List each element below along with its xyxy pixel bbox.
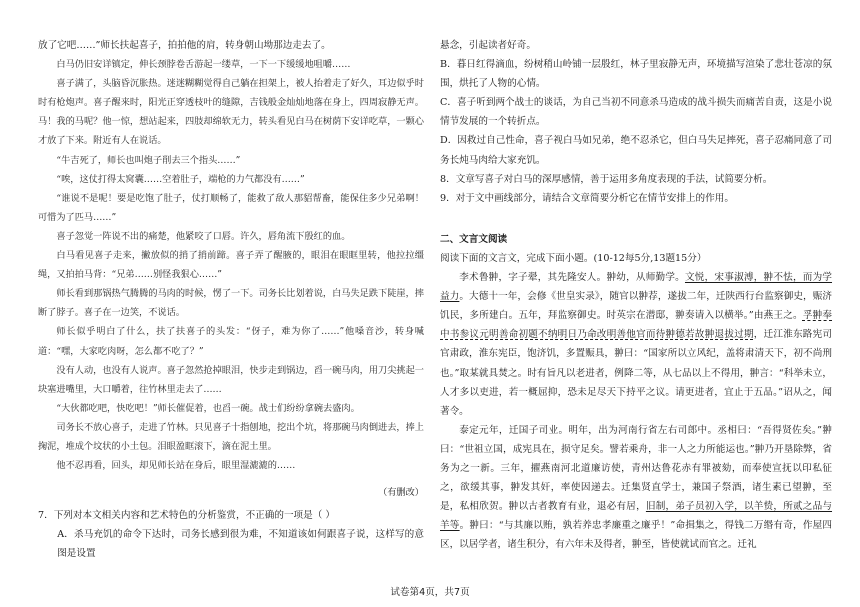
source-note: （有删改） — [378, 487, 424, 499]
section-intro: 阅读下面的文言文，完成下面小题。(10-12每5分,13题15分） — [440, 252, 707, 264]
page-footer: 试卷第4页，共7页 — [390, 587, 470, 598]
question-7-option-b: B．暮日红得滴血，纷树稍山岭铺一层殷红，林子里寂静无声，环境描写渲染了悲壮苍凉的氛围，烘托了人物的心情。 — [440, 59, 832, 90]
text-segment: 泰定元年，迁国子司业。明年，出为河南行省左右司郎中。丞相曰：“吾得贤佐矣。”翀曰：“世祖立国，成宪具在，损守足矣。譬若乘舟，非一人之力所能运也。”翀乃开垦除弊，省务为之一新。三年，擢燕南河北道廉访使，青州达鲁花赤有罪被劾，而奉使宣抚以印私征之，欲缓其事，翀发其奸，率使因递去。迁集贤直学士，兼国子祭酒，诸生素已望翀，至是，私相欣贺。翀以古者教育有业，退必有居， — [440, 424, 832, 513]
story-paragraph: “谁说不是呢！要是吃饱了肚子，仗打顺畅了，能救了敌人那貂帮畜，能保住多少兄弟啊！可惜为了匹马……” — [38, 192, 424, 223]
underlined-segment: 旧制，弟子员初入学，以羊贽，所贰之品与羊等 — [440, 501, 833, 532]
classical-paragraph — [440, 268, 832, 421]
question-7-option-a: A．杀马充饥的命令下达时，司务长感到很为难，不知道该如何跟喜子说，这样写的意图是设置 — [57, 529, 424, 560]
question-7-option-a-continued: 悬念，引起读者好奇。 — [440, 40, 536, 51]
underlined-segment: 文悦，宋事淑溥，翀不怯，而为学益力 — [440, 272, 833, 303]
text-segment: 。翀曰：“与其廉以贿，孰若养忠孝廉重之廉乎！”命揖集之，得钱二万缗有奇，作屋四区，以居学者，诸生积分，有六年未及得者，翀至，皆使就试而官之。迁礼 — [440, 520, 833, 551]
story-paragraph: 没有人动，也没有人说声。喜子忽然抢掉眼泪，快步走到锅边，舀一碗马肉，用刀尖挑起一块塞进嘴里，大口嚼着，往竹林里走去了…… — [38, 364, 424, 395]
classical-paragraph — [440, 421, 832, 555]
question-9: 9．对于文中画线部分，请结合文章简要分析它在情节安排上的作用。 — [440, 192, 734, 204]
story-paragraph: 喜子忽觉一阵说不出的痛楚，他紧咬了口唇。许久，唇角流下殷红的血。 — [56, 230, 351, 242]
question-7-option-d: D．因救过自己性命，喜子视白马如兄弟，绝不忍杀它，但白马失足摔死，喜子忍痛同意了司务长炖马肉给大家充饥。 — [440, 135, 832, 166]
story-paragraph: “唉，这仗打得太窝囊……空着肚子，端枪的力气都没有……” — [56, 173, 305, 185]
right-column — [440, 36, 832, 554]
story-paragraph: “牛吉死了，师长也叫炮子削去三个指头……” — [56, 154, 241, 166]
story-paragraph: 师长看到那锅热气腾腾的马肉的时候，愣了一下。司务长比划着说，白马失足跌下陡崖，摔断了脖子。喜子在一边笑，不说话。 — [38, 288, 424, 319]
question-8: 8．文章写喜子对白马的深厚感情，善于运用多角度表现的手法，试简要分析。 — [440, 173, 773, 185]
story-paragraph: 师长似乎明白了什么，扶了扶喜子的头发：“伢子，难为你了……”他嗓音沙，转身喊道：“嘿，大家吃肉呀，怎么都不吃了？” — [38, 326, 424, 357]
section-spacer — [440, 208, 832, 230]
story-paragraph: 司务长不放心喜子，走进了竹林。只见喜子十指刨地，挖出个坑，将那碗马肉倒进去，捧上掬泥，堆成个坟状的小土包。泪眼盈眶滚下，滴在泥土里。 — [38, 421, 424, 452]
story-paragraph: 白马看见喜子走来，撇放似的捎了捎前蹄。喜子弄了醒腋的，眼泪在眼眶里转，他拉拉缰绳，又拍拍马背：“兄弟……别怪我狠心……” — [38, 250, 424, 281]
underlined-segment: 孚翀奉中书参议元明善命初题不纳明日乃命改明善他官而待翀德若故翀退拔过期 — [440, 310, 833, 341]
story-paragraph: 白马仍旧安详镇定，伸长颈脖卷舌游起一缕草，一下一下缓缓地咀嚼…… — [56, 59, 351, 71]
section-title: 二、文言文阅读 — [440, 233, 508, 245]
text-segment: 翀奏请入以横举 — [675, 310, 744, 322]
story-paragraph: 他不忍再看，回头，却见师长站在身后，眼里湿漉漉的…… — [56, 460, 296, 472]
question-7-option-c: C．喜子听到两个战士的谈话，为自己当初不同意杀马造成的战斗损失而痛苦自责，这是小说情节发展的一个转折点。 — [440, 97, 832, 128]
left-column — [38, 36, 424, 564]
text-segment: 。”由燕王之。 — [743, 310, 803, 322]
story-paragraph: 放了它吧……”师长扶起喜子，拍拍他的肩，转身朝山坳那边走去了。 — [38, 40, 331, 51]
question-7-stem: 7．下列对本文相关内容和艺术特色的分析鉴赏，不正确的一项是（ ） — [38, 510, 335, 522]
text-segment: ，迁江淮东路宪司官肃政，淮东宪臣，饱济饥，多置赈具，翀曰：“国家所以立风纪，盖将肃清天下，初不尚刑也。”取某就具焚之。时有旨凡以老进者，例降二等，从七品以上不得用，翀言：“科举未立，人才多以吏进，若一概屈抑，恐未足尽天下持平之议。请更进者，宜止于五品。”诏从之，闻著令。 — [440, 329, 833, 417]
story-paragraph: “大伙都吃吧，快吃吧！”师长催促着，也舀一碗。战士们纷纷拿碗去盛肉。 — [56, 402, 360, 414]
story-paragraph: 喜子满了，头脑昏沉胀热。迷迷糊糊觉得自己躺在担架上，被人抬着走了好久，耳边似乎时时有枪炮声。喜子醒来时，阳光正穿透枝叶的缝隙，吉钱般金灿灿地落在身上，四周寂静无声。马！我的马呢？他一惊，想站起来，四肢却绵软无力，转头看见白马在树荫下安详吃草，一颗心才放了下来。附近有人在说话。 — [38, 78, 424, 147]
classical-text — [440, 268, 832, 554]
text-segment: 李术鲁翀，字子翚，其先隆安人。翀幼，从师勤学。 — [459, 272, 685, 284]
text-segment: 。大德十一年，会修《世皇实录》，随官以翀荐，遂拔二年，迁陕西行台监察御史，赈济饥民，多所建白。五年，拜监察御史。时英宗在潜邸， — [440, 291, 833, 322]
story-text — [38, 36, 424, 475]
